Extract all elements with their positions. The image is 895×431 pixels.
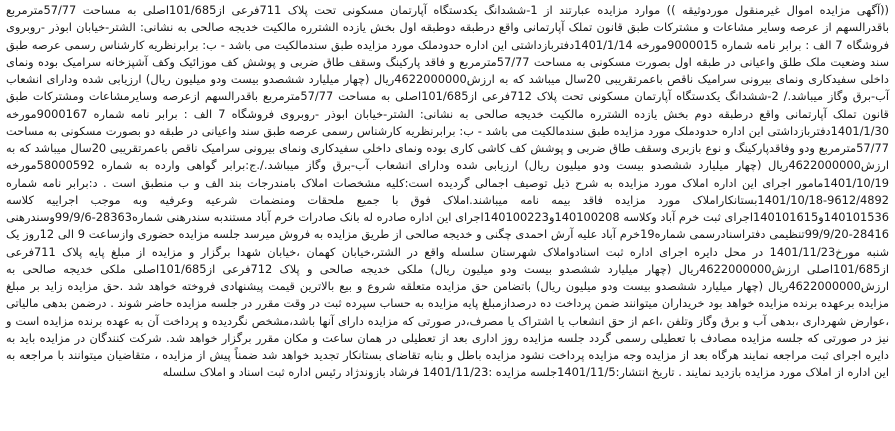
auction-notice-text: ((آگهی مزایده اموال غیرمنقول موردوثیقه )) موارد مزایده عبارتند از 1-ششدانگ یکدستگاه آپارتمان مسکونی تحت پلاک 711فرعی از101/685اصلی به مساحت 57/77مترمربع باقدرالسهم از عرصه وسایر مشاعات و مشترکات طبق قانون تملک آپارتمانی واقع درطبقه دوطبقه اول بخش یازده الشترره مالکیت خدیجه صالحی به نشانی: الشتر-خیابان ابوذر -روبروی فروشگاه 7 الف : برابر نامه شماره 9000015مورخه 1401/1/14دفتربازداشتی این اداره حدودملک مورد مزایده طبق سندمالکیت می باشد - ب: برابرنظریه کارشناس رسمی عرصه طبق سند وضعیت ملک طلق واعیانی در طبقه اول بصورت مسکونی به مساحت 57/77مترمربع و فاقد پارکینگ وسقف طاق ضربی و پوشش کف موزائیک وکف آشپزخانه سرامیک بوده ونمای داخلی سفیدکاری ونمای بیرونی سرامیک ناقص باعمرتقریبی 20سال میباشد که به ارزش4622000000ریال (چهار میلیارد ششصدو بیست ودو میلیون ریال) ارزیابی شده ودارای انشعاب آب-برق وگاز میباشد./ 2-ششدانگ یکدستگاه آپارتمان مسکونی تحت پلاک 712فرعی از101/685اصلی به مساحت 57/77مترمربع باقدرالسهم ازعرصه وسایرمشاعات ومشترکات طبق قانون تملک آپارتمانی واقع درطبقه دوم بخش یازده الشترره مالکیت خدیجه صالحی به نشانی: الشتر-خیابان ابوذر -روبروی فروشگاه 7 الف : برابر نامه شماره 9000167مورخه 1401/1/30دفتربازداشتی این اداره حدودملک مورد مزایده طبق سندمالکیت می باشد - ب: برابرنظریه کارشناس رسمی عرصه طبق سند واعیانی در طبقه دو بصورت مسکونی به مساحت 57/77مترمربع ودو وفاقدپارکینگ و نوع بازبری وسقف طاق ضربی و پوشش کف کاشی کاری بوده ونمای داخلی سفیدکاری ونمای بیرونی سرامیک ناقص باعمرتقریبی 20سال میباشد که به ارزش4622000000ریال (چهار میلیارد ششصدو بیست ودو میلیون ریال) ارزیابی شده ودارای انشعاب آب-برق وگاز میباشد./.ج:برابر گواهی وارده به شماره 58000592مورخه 1401/10/19مامور اجرای این اداره املاک مورد مزایده به شرح ذیل توصیف اجمالی گردیده است:کلیه مشخصات املاک بامندرجات بند الف و ب منطبق است . د:برابر نامه شماره 9612/4892-1401/10/18بستانکاراملاک مورد مزایده فاقد بیمه نامه میباشند.املاک فوق با جمیع ملحقات ومنضمات شرعیه وعرفیه وبه موجب اجراییه کلاسه 140101536و140101615اجرای ثبت خرم آباد وکلاسه 140100208و140100223اجرای این اداره صادره له بانک صادرات خرم آباد مستندبه سندرهنی شماره28363-99/9/6وسندرهنی 28416-99/9/20تنظیمی دفتراسنادرسمی شماره19خرم آباد علیه آرش احمدی چگنی و خدیجه صالحی از طریق مزایده به فروش میرسد جلسه مزایده حضوری وازساعت 9 الی 12روز یک شنبه مورخ1401/11/23 در محل دایره اجرای اداره ثبت اسنادواملاک شهرستان سلسله واقع در الشتر،خیابان کهمان ،خیابان شهدا برگزار و مزایده از مبلغ پایه پلاک 711فرعی از101/685اصلی ارزش4622000000ریال (چهار میلیارد ششصدو بیست ودو میلیون ریال) ملکی خدیجه صالحی و پلاک 712فرعی از101/685اصلی ملکی خدیجه صالحی به ارزش4622000000ریال (چهار میلیارد ششصدو بیست ودو میلیون ریال) باتضامن حق مزایده متعلقه شروع و بیع بالاترین قیمت پیشنهادی فروخته خواهد شد .حق مزایده زاید بر مبلغ مزایده برعهده برنده مزایده خواهد بود خریداران میتوانند ضمن پرداخت ده درصدازمبلغ پایه مزایده به حساب سپرده ثبت در وقت مقرر در جلسه مزایده حاضر شوند . درضمن بدهی مالیاتی ،عوارض شهرداری ،بدهی آب و برق وگاز وتلفن ،اعم از حق انشعاب یا اشتراک یا مصرف،در صورتی که مزایده دارای آنها باشد،مشخص نگردیده و پرداخت آن به عهده برنده مزایده است و نیز در صورتی که جلسه مزایده مصادف با تعطیلی رسمی گردد جلسه مزایده روز اداری بعد از تعطیلی در همان ساعت و مکان مقرر برگزار خواهد شد. شرکت کنندگان در مزایده باید به دایره اجرای ثبت مراجعه نمایند هرگاه بعد از مزایده وجه مزایده پرداخت نشود مزایده باطل و بنابه تقاضای بستانکار تجدید خواهد شد ضمناً پیش از مزایده ، متقاضیان میتوانند با مراجعه به این اداره از املاک مورد مزایده بازدید نمایند . تاریخ انتشار:1401/11/5جلسه مزایده :1401/11/23 فرشاد بازوندژاد رئیس اداره ثبت اسناد و املاک سلسله bbox=[6, 3, 890, 380]
